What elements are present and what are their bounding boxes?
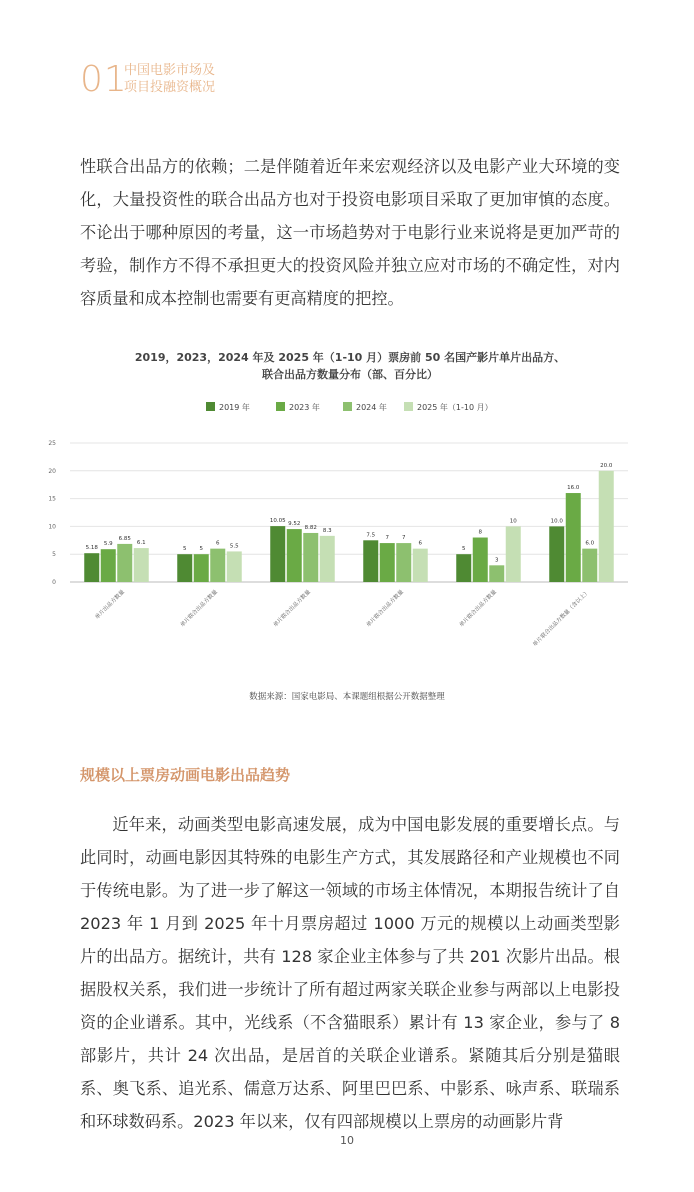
bar-value-label: 5	[462, 546, 466, 553]
bar	[134, 548, 149, 582]
source-note: 数据来源：国家电影局、本课题组根据公开数据整理	[249, 692, 445, 702]
bar	[489, 565, 504, 582]
bar-value-label: 10.05	[269, 518, 286, 525]
bar-value-label: 6.85	[118, 535, 131, 542]
page-number: 10	[340, 1134, 354, 1147]
legend-label: 2023 年	[289, 403, 320, 412]
bar	[396, 543, 411, 582]
bar-value-label: 7	[385, 535, 389, 542]
bar	[320, 536, 335, 582]
bar-value-label: 7	[402, 535, 406, 542]
x-category-label: 单片联合出品方数量	[458, 589, 498, 629]
bar	[506, 526, 521, 582]
body-paragraph-2: 近年来，动画类型电影高速发展，成为中国电影发展的重要增长点。与此同时，动画电影因其特殊的电影生产方式，其发展路径和产业规模也不同于传统电影。为了进一步了解这一领域的市场主体情况，本期报告统计了自 2023 年 1 月到 2025 年十月票房超过 1000 万元的规模以上动画类型影片的出品方。据统计，共有 128 家企业主体参与了共 201 次影片出品。根据股权关系，我们进一步统计了所有超过两家关联企业参与两部以上电影投资的企业谱系。其中，光线系（不含猫眼系）累计有 13 家企业，参与了 8 部影片，共计 24 次出品，是居首的关联企业谱系。紧随其后分别是猫眼系、奥飞系、追光系、儒意万达系、阿里巴巴系、中影系、咏声系、联瑞系和环球数码系。2023 年以来，仅有四部规模以上票房的动画影片背	[80, 815, 620, 1131]
y-tick-label: 0	[52, 579, 56, 586]
bar	[582, 549, 597, 582]
bar-value-label: 10	[509, 518, 517, 525]
bar	[84, 553, 99, 582]
x-category-label: 单片联合出品方数量	[272, 589, 312, 629]
bar-value-label: 8.82	[304, 524, 317, 531]
bar	[177, 554, 192, 582]
legend-swatch	[206, 402, 215, 411]
y-tick-label: 5	[52, 551, 56, 559]
x-category-label: 单片出品方数量	[94, 589, 126, 621]
bar	[270, 526, 285, 582]
bar	[117, 544, 132, 582]
legend-label: 2024 年	[356, 403, 387, 412]
bar	[456, 554, 471, 582]
y-tick-label: 15	[48, 495, 56, 503]
bar	[194, 554, 209, 582]
bar	[363, 540, 378, 582]
section-number: 01	[80, 59, 128, 100]
bar	[549, 526, 564, 582]
bar	[101, 549, 116, 582]
bar-value-label: 5	[199, 546, 203, 553]
legend-swatch	[343, 402, 352, 411]
bar-value-label: 5.5	[229, 543, 239, 550]
bar-value-label: 8.3	[322, 527, 332, 534]
bar	[599, 471, 614, 582]
bar-value-label: 6.0	[585, 540, 595, 547]
legend-label: 2025 年（1-10 月）	[417, 403, 493, 412]
body-paragraph-1: 性联合出品方的依赖；二是伴随着近年来宏观经济以及电影产业大环境的变化，大量投资性的联合出品方也对于投资电影项目采取了更加审慎的态度。不论出于哪种原因的考量，这一市场趋势对于电影行业来说将是更加严苛的考验，制作方不得不承担更大的投资风险并独立应对市场的不确定性，对内容质量和成本控制也需要有更高精度的把控。	[80, 157, 620, 308]
bar-value-label: 6	[216, 540, 220, 547]
bar-value-label: 9.52	[288, 521, 301, 528]
bar-value-label: 6.1	[136, 540, 146, 547]
bar-value-label: 5	[183, 546, 187, 553]
bar-value-label: 5.9	[103, 541, 113, 548]
bar	[413, 549, 428, 582]
x-category-label: 单片联合出品方数量	[179, 589, 219, 629]
y-tick-label: 20	[48, 467, 56, 475]
bar-value-label: 6	[418, 540, 422, 547]
chart-title-line2: 联合出品方数量分布（部、百分比）	[262, 368, 438, 381]
bar-value-label: 7.5	[366, 532, 376, 539]
legend-label: 2019 年	[219, 403, 250, 412]
section-title-line2: 项目投融资概况	[124, 80, 216, 95]
bar-value-label: 3	[495, 557, 499, 564]
legend-swatch	[404, 402, 413, 411]
section-subheading: 规模以上票房动画电影出品趋势	[80, 766, 291, 784]
x-category-label: 单片联合出品方数量	[365, 589, 405, 629]
y-tick-label: 10	[48, 523, 56, 531]
bar-value-label: 5.18	[85, 545, 98, 552]
bar	[210, 549, 225, 582]
bar-value-label: 16.0	[567, 485, 580, 492]
bar	[227, 551, 242, 582]
bar-value-label: 8	[478, 529, 482, 536]
bar	[380, 543, 395, 582]
bar	[303, 533, 318, 582]
bar	[473, 538, 488, 582]
bar	[566, 493, 581, 582]
bar-value-label: 10.0	[550, 518, 563, 525]
chart-title-line1: 2019，2023，2024 年及 2025 年（1-10 月）票房前 50 名国产影片单片出品方、	[134, 351, 566, 364]
bar	[287, 529, 302, 582]
legend-swatch	[276, 402, 285, 411]
section-title-line1: 中国电影市场及	[124, 63, 216, 78]
y-tick-label: 25	[48, 440, 56, 447]
bar-value-label: 20.0	[600, 462, 613, 469]
x-category-label: 单片联合出品方数量（含以上）	[532, 589, 591, 648]
